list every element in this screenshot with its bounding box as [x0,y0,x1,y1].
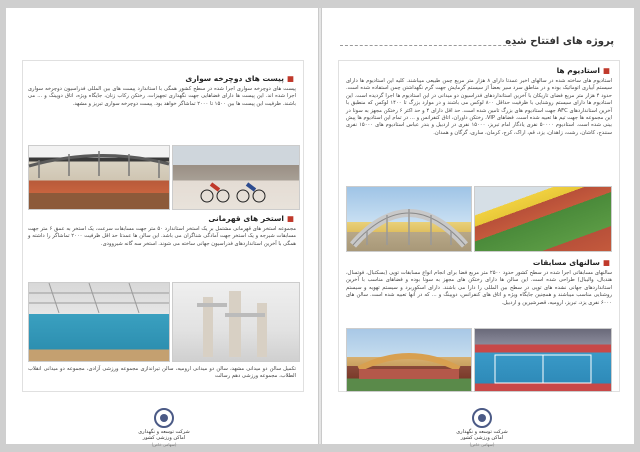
hall-dome-graphic [347,329,471,391]
logo-company-name: شرکت توسعه و نگهداری اماکن ورزشی کشور [138,429,190,441]
header-rule [340,45,516,46]
page-title: پروژه های افتتاح شده [505,36,614,47]
stadium-arch-graphic [347,187,471,251]
velodrome-photo-1 [28,145,170,210]
pools-title: ■استخر های قهرمانی [208,214,294,223]
logo-subtitle: (سهامی خاص) [469,442,495,447]
hall-court-graphic [475,329,611,391]
pool-photo-2 [172,282,300,362]
logo-company-name: شرکت توسعه و نگهداری اماکن ورزشی کشور [456,429,508,441]
pool-photo-1 [28,282,170,362]
diving-tower-graphic [173,283,299,361]
facilities-footer-text: تکمیل سالن دو میدانی مشهد، سالن دو میدانی ارومیه، سالن تیراندازی مجموعه ورزشی آزادی، مجموعه دو میدانی انقلاب الطلاب، مجموعه ورزشی دهم رسالت [28,366,296,380]
stadiums-title: ■استادیوم ها [556,66,610,75]
logo-right [422,408,542,448]
company-logo-icon [154,408,174,428]
company-logo-icon [472,408,492,428]
velodrome-text: پیست های دوچرخه سواری اجرا شده در سطح کشور همگی با استاندارد پیست های بین المللی فدراسیون دوچرخه سواری اجرا شده اند. این پیست ها دارای فضاهایی جهت نگهداری تجهیزات، رختکن رکاب زنان، جایگاه ویژه، اتاق دوپینگ و ... می باشند. ظرفیت این پیست ها بین ۱۵۰۰ تا ۲۰۰۰ تماشاگر خواهد بود. پیست دوچرخه سواری تبریز و مشهد. [28,86,296,107]
halls-title: ■سالنهای مسابقات [532,258,610,267]
pools-text: مجموعه استخر های قهرمانی مشتمل بر یک استخر استاندارد ۵۰ متر جهت مسابقات سرعت، یک استخر به عمق ۶ متر جهت مسابقات شیرجه و یک استخر جهت آمادگی شناگران می باشد. این سالن ها عمدتا حد اقل ظرفیت ۲۰۰۰ تماشاگر را داشته و همگی با آخرین استانداردهای فدراسیون جهانی ساخته می شوند. استخر سه گانه شیروودی. [28,226,296,247]
page-header [322,34,634,54]
velodrome-roof-graphic [29,146,169,209]
velodrome-photo-2 [172,145,300,210]
hall-photo-2 [474,328,612,392]
right-page [322,8,634,447]
hall-photo-1 [346,328,472,392]
halls-text: سالنهای مسابقاتی اجرا شده در سطح کشور حدود ۲۵۰۰ متر مربع فضا برای انجام انواع مسابقات توپی (بسکتبال، فوتسال، هندبال، والیبال) طراحی شده است. این سالن ها دارای رختکن های مجهز به سونا بوده و فضاهای مناسب با آخرین استانداردهای جهانی نشده های توپی در سطح بین المللی را دارا می باشند. دارای اسکوربرد و سیستم تهویه و سیستم روشنایی مناسب میباشند و همچنین جایگاه ویژه و اتاق های کنفرانس، دوپینگ و ... که در آنها تعبیه شده است. سالن های ۶۰۰۰ نفری یزد، تبریز، ارومیه، قصرشیرین و اردبیل. [346,270,612,306]
stadium-photo-2 [474,186,612,252]
logo-subtitle: (سهامی خاص) [151,442,177,447]
left-page [6,8,318,447]
stadium-photo-1 [346,186,472,252]
logo-left [104,408,224,448]
stadiums-text: استادیوم های ساخته شده در سالهای اخیر عمدتا دارای ۸ هزار متر مربع چمن طبیعی میباشند. کلیه این استادیوم ها دارای سیستم آبیاری اتوماتیک بوده و در مناطق سرد سیر بعضاً از سیستم گرمایش جهت گرم نگهداشتن چمن استفاده شده است. حدود ۴ هزار متر مربع فضای تاریکان با آخرین استانداردهای فدراسیون دو میدانی در این استادیوم ها اجرا گردیده است. این استادیوم ها دارای سیستم روشنایی با ظرفیت حداقل ۸۰۰ لوکس می باشند و در موارد بزرگ تا ۱۴۰۰ لوکس که منطبق با آخرین استانداردهای AFC جهت استادیوم های بزرگ تامین شده است. حد اقل دارای ۴ و حد اکثر ۶ رختکن مجهز به سونا در این مجموعه ها جهت تیم ها تعبیه شده است. فضاهای VIP، رختکن داوران، اتاق کنفرانس و ... در تمام این استادیوم ها پیش بینی شده است. استادیوم ۵۰۰۰۰ نفری یادگار امام تبریز، ۱۵۰۰۰ نفری در اردبیل و بندر عباس استادیوم های ۱۵۰۰۰ نفری سنندج، کاشان، رشت، زاهدان، یزد، قم، اراک، کرج، کرمان، ساری، گرگان و همدان. [346,78,612,136]
velodrome-title: ■پیست های دوچرخه سواری [185,74,294,83]
cyclists-graphic [173,146,299,209]
pool-roof-graphic [29,283,169,361]
